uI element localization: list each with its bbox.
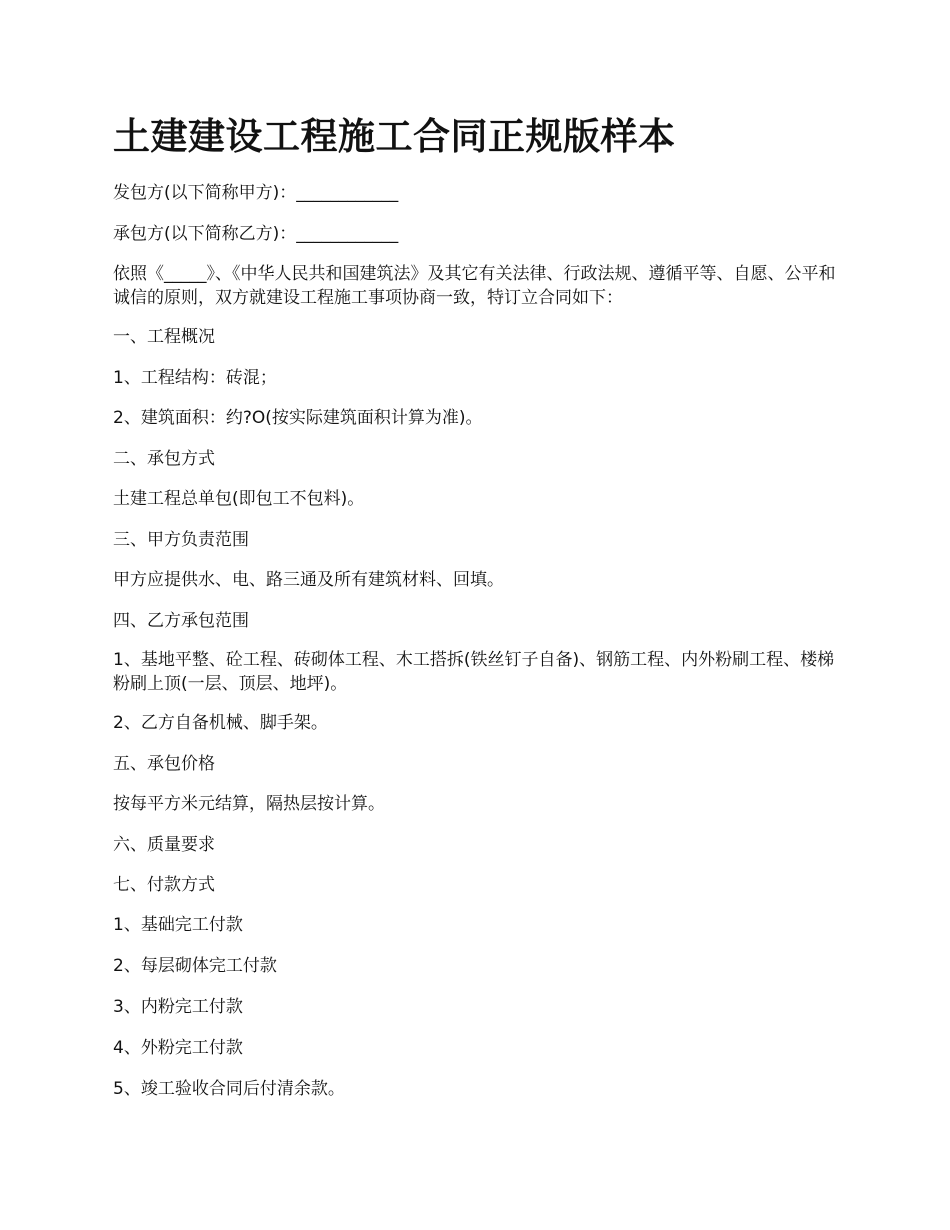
section-heading-1: 一、工程概况 bbox=[113, 327, 215, 347]
clause-payment-3: 3、内粉完工付款 bbox=[113, 997, 243, 1017]
clause-contract-mode: 土建工程总单包(即包工不包料)。 bbox=[113, 489, 365, 509]
section-heading-6: 六、质量要求 bbox=[113, 835, 215, 855]
document-title: 土建建设工程施工合同正规版样本 bbox=[113, 115, 676, 158]
section-heading-7: 七、付款方式 bbox=[113, 875, 215, 895]
section-heading-5: 五、承包价格 bbox=[113, 754, 215, 774]
clause-party-b-scope-1: 1、基地平整、砼工程、砖砌体工程、木工搭拆(铁丝钉子自备)、钢筋工程、内外粉刷工程、楼梯粉刷上顶(一层、顶层、地坪)。 bbox=[113, 650, 835, 694]
clause-party-b-scope-2: 2、乙方自备机械、脚手架。 bbox=[113, 713, 328, 733]
clause-payment-5: 5、竣工验收合同后付清余款。 bbox=[113, 1079, 345, 1099]
clause-price: 按每平方米元结算，隔热层按计算。 bbox=[113, 794, 385, 814]
party-b-line: 承包方(以下简称乙方)：____________ bbox=[113, 224, 399, 244]
clause-party-a-scope: 甲方应提供水、电、路三通及所有建筑材料、回填。 bbox=[113, 570, 504, 590]
clause-area: 2、建筑面积：约?O(按实际建筑面积计算为准)。 bbox=[113, 408, 483, 428]
clause-payment-4: 4、外粉完工付款 bbox=[113, 1038, 243, 1058]
preamble-paragraph: 依照《_____》、《中华人民共和国建筑法》及其它有关法律、行政法规、遵循平等、自愿、公平和诚信的原则，双方就建设工程施工事项协商一致，特订立合同如下： bbox=[113, 264, 836, 308]
clause-structure: 1、工程结构：砖混； bbox=[113, 368, 277, 388]
section-heading-4: 四、乙方承包范围 bbox=[113, 611, 249, 631]
clause-payment-2: 2、每层砌体完工付款 bbox=[113, 956, 277, 976]
clause-payment-1: 1、基础完工付款 bbox=[113, 915, 243, 935]
section-heading-2: 二、承包方式 bbox=[113, 449, 215, 469]
party-a-line: 发包方(以下简称甲方)：____________ bbox=[113, 183, 399, 203]
section-heading-3: 三、甲方负责范围 bbox=[113, 530, 249, 550]
